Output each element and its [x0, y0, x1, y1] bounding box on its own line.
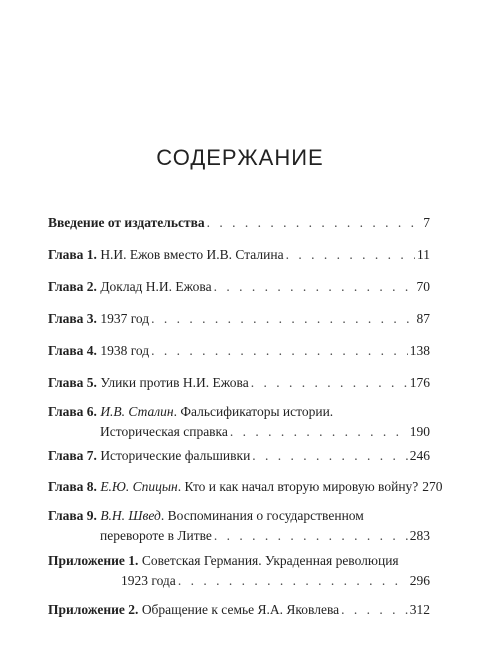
leader-dots	[251, 373, 408, 393]
chapter-title: Исторические фальшивки	[100, 448, 251, 463]
chapter-author: Е.Ю. Спицын	[100, 479, 178, 494]
page-title: СОДЕРЖАНИЕ	[156, 145, 324, 170]
toc-entry-intro	[48, 213, 430, 233]
chapter-label: Глава 8.	[48, 479, 97, 494]
toc-entry-chapter-2	[48, 277, 430, 297]
toc-page-number: 246	[409, 448, 430, 463]
leader-dots	[214, 526, 408, 546]
appendix-title: Обращение к семье Я.А. Яковлева	[141, 602, 340, 617]
leader-dots	[286, 245, 415, 265]
toc-entry-chapter-9	[48, 506, 430, 546]
toc-entry-chapter-1	[48, 245, 430, 265]
toc-entry-appendix-1	[48, 551, 430, 591]
chapter-title: . Кто и как начал вторую мировую войну?	[177, 479, 419, 494]
chapter-label: Глава 4.	[48, 343, 97, 358]
chapter-author: И.В. Сталин	[100, 404, 174, 419]
appendix-label: Приложение 1.	[48, 553, 139, 568]
chapter-title: 1938 год	[100, 343, 150, 358]
toc-entry-chapter-5	[48, 373, 430, 393]
chapter-label: Глава 6.	[48, 404, 97, 419]
chapter-label: Глава 9.	[48, 508, 97, 523]
leader-dots	[178, 571, 408, 591]
leader-dots	[207, 213, 422, 233]
appendix-title: Советская Германия. Украденная революция	[141, 553, 399, 568]
chapter-title: . Фальсификаторы истории.	[173, 404, 334, 419]
toc-intro-label: Введение от издательства	[48, 215, 205, 230]
toc-entry-chapter-7	[48, 446, 430, 466]
toc-entry-chapter-8	[48, 477, 443, 497]
chapter-title: Доклад Н.И. Ежова	[100, 279, 212, 294]
toc-entry-chapter-4	[48, 341, 430, 361]
toc-page-number: 138	[409, 343, 430, 358]
leader-dots	[341, 600, 408, 620]
chapter-label: Глава 1.	[48, 247, 97, 262]
appendix-title-continued: 1923 года	[121, 573, 176, 588]
leader-dots	[151, 309, 414, 329]
toc-page-number: 7	[423, 215, 430, 230]
toc-entry-chapter-6	[48, 402, 430, 442]
chapter-title: Н.И. Ежов вместо И.В. Сталина	[100, 247, 284, 262]
chapter-title-continued: перевороте в Литве	[100, 528, 212, 543]
chapter-title-continued: Историческая справка	[100, 424, 228, 439]
toc-page-number: 312	[409, 602, 430, 617]
leader-dots	[214, 277, 415, 297]
leader-dots	[230, 422, 408, 442]
toc-entry-appendix-2	[48, 600, 430, 620]
toc-page-number: 176	[409, 375, 430, 390]
chapter-label: Глава 2.	[48, 279, 97, 294]
toc-entry-chapter-3	[48, 309, 430, 329]
chapter-label: Глава 7.	[48, 448, 97, 463]
leader-dots	[151, 341, 408, 361]
toc-page-number: 296	[409, 573, 430, 588]
chapter-label: Глава 5.	[48, 375, 97, 390]
toc-page-number: 283	[409, 528, 430, 543]
toc-page-number: 87	[416, 311, 430, 326]
chapter-author: В.Н. Швед	[100, 508, 161, 523]
toc-page-number: 11	[417, 247, 430, 262]
chapter-label: Глава 3.	[48, 311, 97, 326]
toc-page-number: 190	[409, 424, 430, 439]
toc-page-number: 270	[422, 479, 443, 494]
leader-dots	[252, 446, 407, 466]
chapter-title: 1937 год	[100, 311, 150, 326]
chapter-title: Улики против Н.И. Ежова	[100, 375, 249, 390]
chapter-title: . Воспоминания о государственном	[160, 508, 364, 523]
appendix-label: Приложение 2.	[48, 602, 139, 617]
toc-page-number: 70	[416, 279, 430, 294]
